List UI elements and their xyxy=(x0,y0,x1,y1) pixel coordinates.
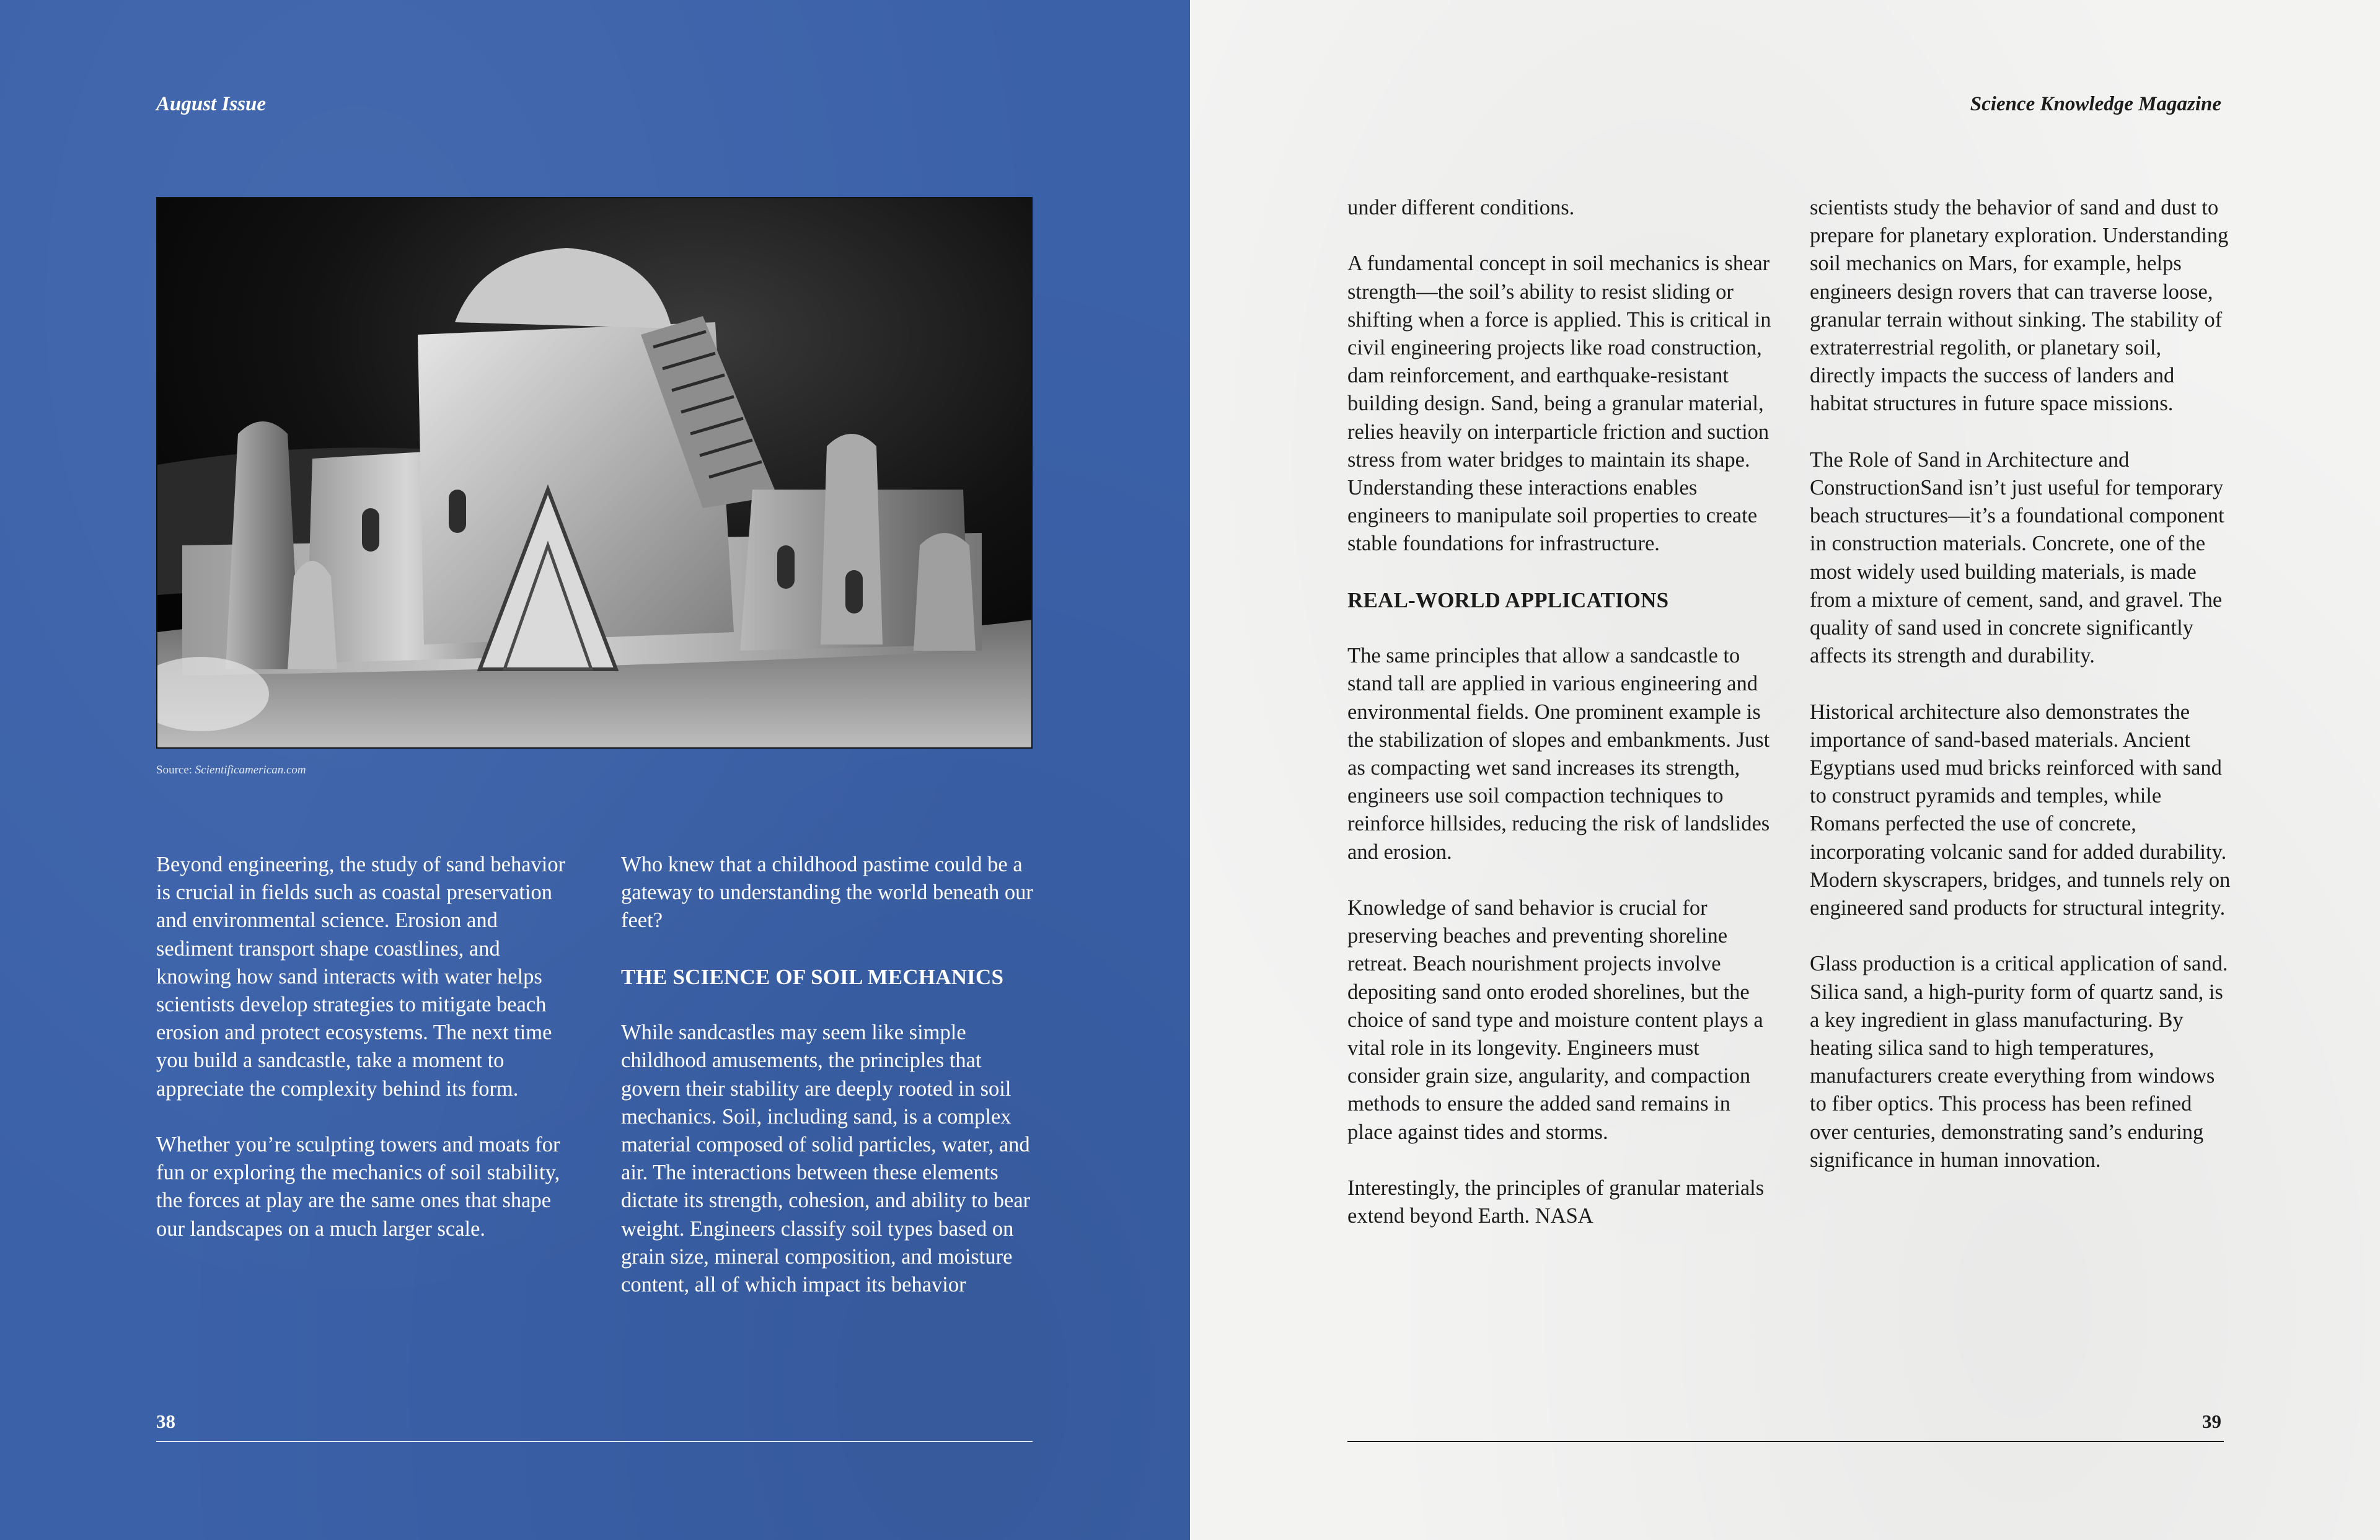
issue-label: August Issue xyxy=(156,93,267,115)
left-column-1 xyxy=(156,851,578,1271)
paragraph: Interestingly, the principles of granular materials extend beyond Earth. NASA xyxy=(1347,1176,1765,1228)
paragraph: The Role of Sand in Architecture and ConstructionSand isn’t just useful for temporary beach structures—it’s a foundational component in construction materials. Concrete, one of the most widely used building materials, is made from a mixture of cement, sand, and gravel. The quality of sand used in concrete significantly affects its strength and durability. xyxy=(1810,447,2224,668)
paragraph: under different conditions. xyxy=(1347,196,1575,219)
paragraph: Who knew that a childhood pastime could be a gateway to understanding the world beneath our feet? xyxy=(621,853,1033,933)
paragraph: Knowledge of sand behavior is crucial for preserving beaches and preventing shoreline retreat. Beach nourishment projects involve depositing sand onto eroded shorelines, but the choice of sand type and moisture content plays a vital role in its longevity. Engineers must consider grain size, angularity, and compaction methods to ensure the added sand remains in place against tides and storms. xyxy=(1347,896,1763,1144)
right-column-2 xyxy=(1810,194,2231,1202)
paragraph: The same principles that allow a sandcastle to stand tall are applied in various engineering and environmental fields. One prominent example is the stabilization of slopes and embankments. Just as compacting wet sand increases its strength, engineers use soil compaction techniques to reinforce hillsides, reducing the risk of landslides and erosion. xyxy=(1347,644,1770,864)
photo-caption: Source: Scientificamerican.com xyxy=(156,763,306,777)
section-heading: REAL-WORLD APPLICATIONS xyxy=(1347,587,1669,612)
paragraph: While sandcastles may seem like simple childhood amusements, the principles that govern their stability are deeply rooted in soil mechanics. Soil, including sand, is a complex material composed of solid particles, water, and air. The interactions between these elements dictate its strength, cohesion, and ability to bear weight. Engineers classify soil types based on grain size, mineral composition, and moisture content, all of which impact its behavior xyxy=(621,1021,1031,1297)
page-number: 39 xyxy=(2202,1410,2221,1432)
right-column-1 xyxy=(1347,194,1775,1259)
paragraph: scientists study the behavior of sand and dust to prepare for planetary exploration. Understanding soil mechanics on Mars, for example, helps engineers design rovers that can traverse loose, granular terrain without sinking. The stability of extraterrestrial regolith, or planetary soil, directly impacts the success of landers and habitat structures in future space missions. xyxy=(1810,196,2229,416)
sandcastle-photo xyxy=(156,197,1033,749)
page-number: 38 xyxy=(156,1410,175,1432)
footer-rule xyxy=(1347,1441,2224,1442)
right-page xyxy=(1190,0,2380,1540)
footer-rule xyxy=(156,1441,1033,1442)
magazine-title: Science Knowledge Magazine xyxy=(1970,93,2221,115)
paragraph: Beyond engineering, the study of sand behavior is crucial in fields such as coastal preservation and environmental science. Erosion and sediment transport shape coastlines, and knowing how sand interacts with water helps scientists develop strategies to mitigate beach erosion and protect ecosystems. The next time you build a sandcastle, take a moment to appreciate the complexity behind its form. xyxy=(156,853,566,1101)
paragraph: Historical architecture also demonstrates the importance of sand-based materials. Ancient Egyptians used mud bricks reinforced with sand to construct pyramids and temples, while Romans perfected the use of concrete, incorporating volcanic sand for added durability. Modern skyscrapers, bridges, and tunnels rely on engineered sand products for structural integrity. xyxy=(1810,700,2231,920)
paragraph: A fundamental concept in soil mechanics is shear strength—the soil’s ability to resist sliding or shifting when a force is applied. This is critical in civil engineering projects like road construction, dam reinforcement, and earthquake-resistant building design. Sand, being a granular material, relies heavily on interparticle friction and suction stress from water bridges to maintain its shape. Understanding these interactions enables engineers to manipulate soil properties to create stable foundations for infrastructure. xyxy=(1347,252,1771,556)
section-heading: THE SCIENCE OF SOIL MECHANICS xyxy=(621,964,1004,989)
paragraph: Whether you’re sculpting towers and moats for fun or exploring the mechanics of soil stability, the forces at play are the same ones that shape our landscapes on a much larger scale. xyxy=(156,1133,560,1241)
left-column-2 xyxy=(621,851,1042,1327)
paragraph: Glass production is a critical application of sand. Silica sand, a high-purity form of quartz sand, is a key ingredient in glass manufacturing. By heating silica sand to high temperatures, manufacturers create everything from windows to fiber optics. This process has been refined over centuries, demonstrating sand’s enduring significance in human innovation. xyxy=(1810,952,2228,1172)
